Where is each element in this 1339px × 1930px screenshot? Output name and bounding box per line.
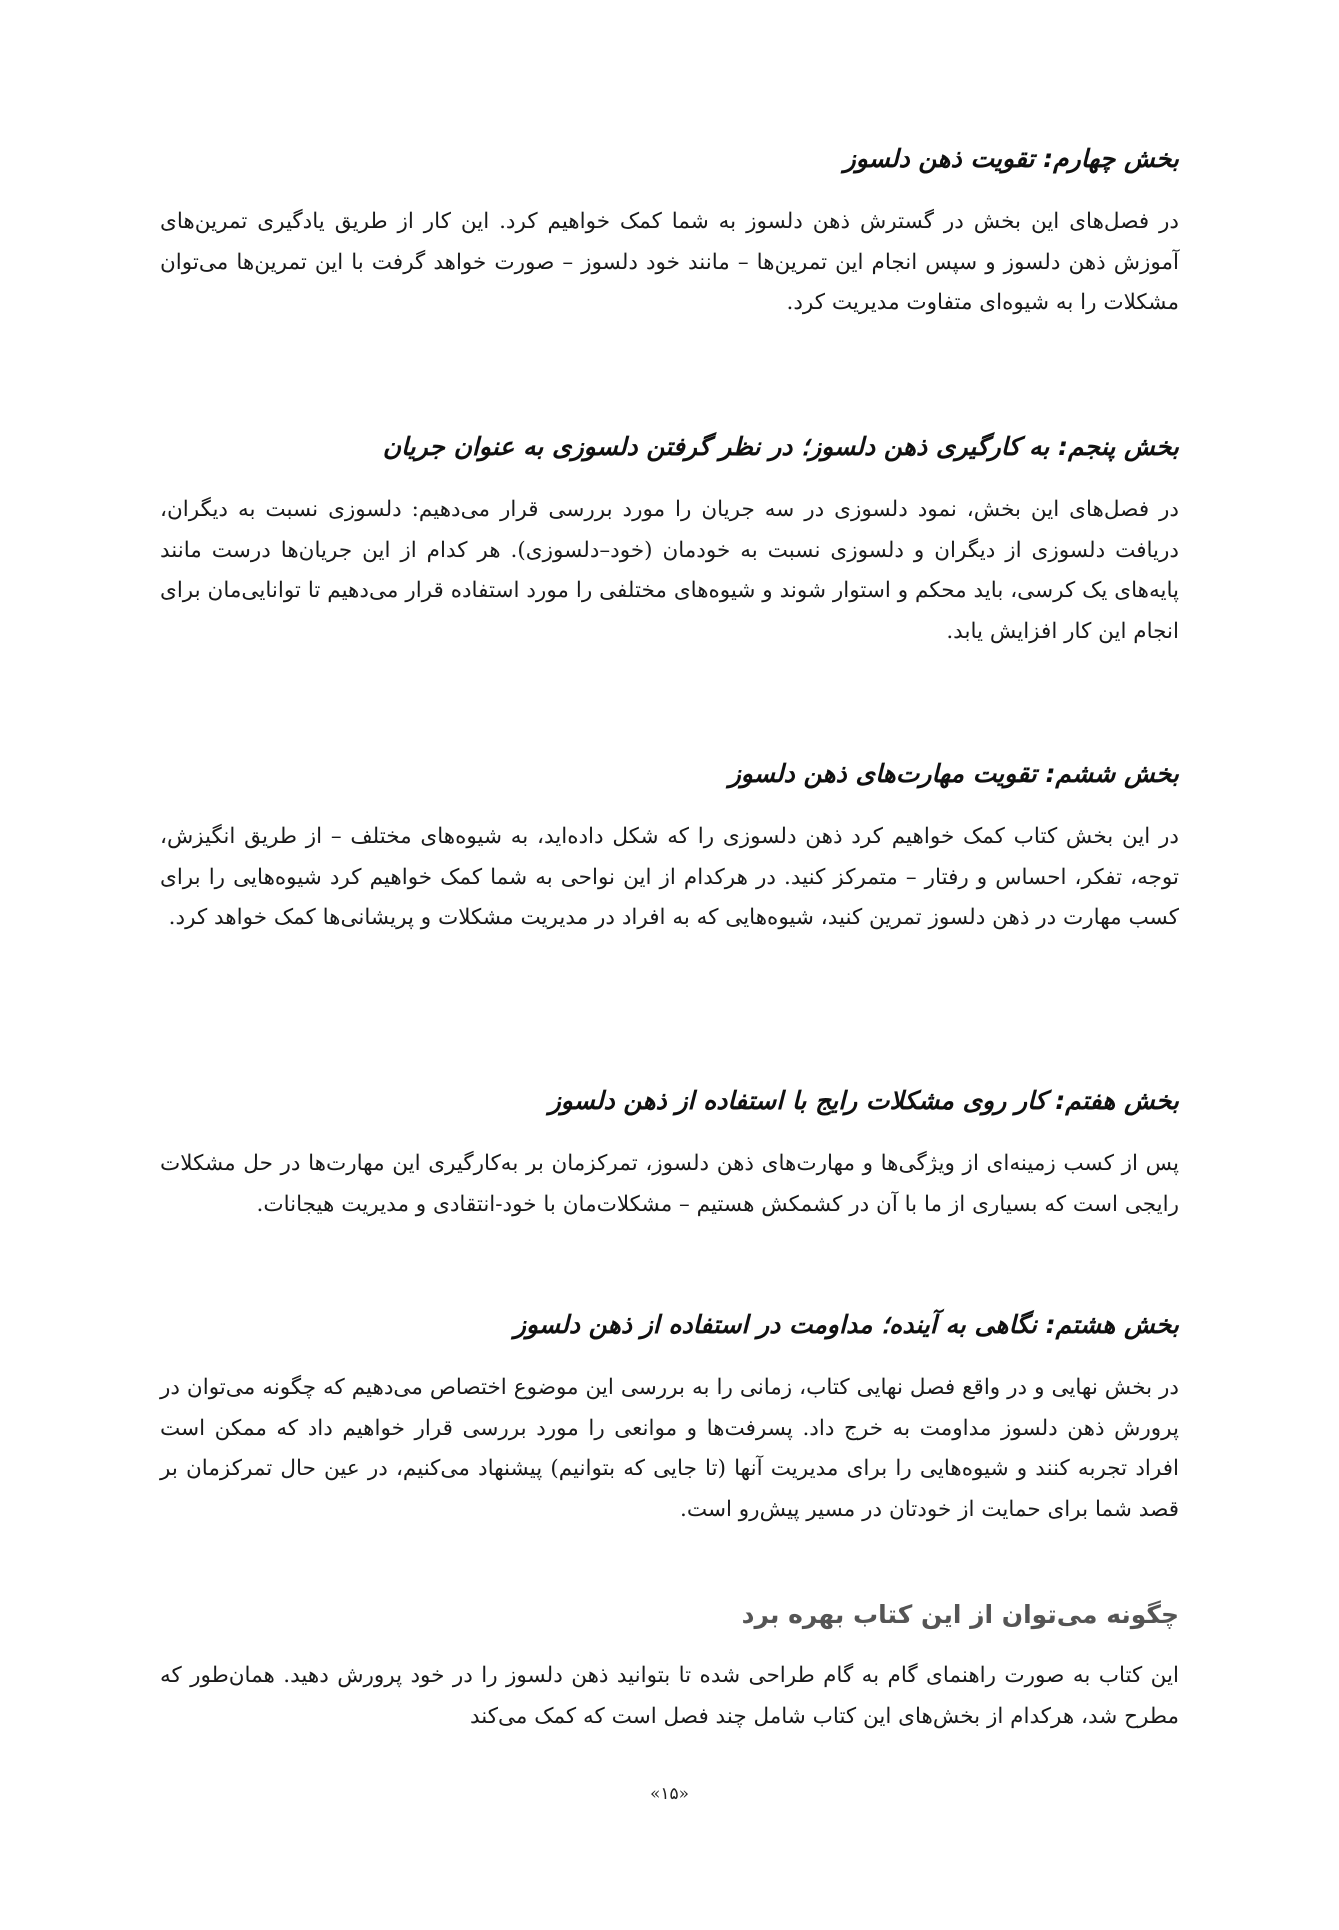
section-paragraph: در فصل‌های این بخش در گسترش ذهن دلسوز به شما کمک خواهیم کرد. این کار از طریق یادگیری تمرین‌های آموزش ذهن دلسوز و سپس انجام این تمرین‌ها – مانند خود دلسوز – صورت خواهد گرفت با این تمرین‌ها می‌توان مشکلات را به شیوه‌ای متفاوت مدیریت کرد. bbox=[160, 209, 1179, 315]
usage-paragraph: این کتاب به صورت راهنمای گام به گام طراحی شده تا بتوانید ذهن دلسوز را در خود پرورش دهید. همان‌طور که مطرح شد، هرکدام از بخش‌های این کتاب شامل چند فصل است که کمک می‌کند bbox=[160, 1663, 1179, 1729]
usage-heading: چگونه می‌توان از این کتاب بهره برد bbox=[741, 1600, 1179, 1629]
section-part-four bbox=[160, 140, 1179, 324]
section-part-five bbox=[160, 428, 1179, 652]
section-heading: بخش هفتم: کار روی مشکلات رایج با استفاده از ذهن دلسوز bbox=[548, 1086, 1179, 1115]
section-part-eight bbox=[160, 1306, 1179, 1530]
section-part-seven bbox=[160, 1082, 1179, 1225]
section-heading: بخش هشتم: نگاهی به آینده؛ مداومت در استفاده از ذهن دلسوز bbox=[513, 1310, 1179, 1339]
section-paragraph: در بخش نهایی و در واقع فصل نهایی کتاب، زمانی را به بررسی این موضوع اختصاص می‌دهیم که چگونه می‌توان در پرورش ذهن دلسوز مداومت به خرج داد. پسرفت‌ها و موانعی را مورد بررسی قرار خواهیم داد که ممکن است افراد تجربه کنند و شیوه‌هایی را برای مدیریت آنها (تا جایی که بتوانیم) پیشنهاد می‌کنیم، در عین حال تمرکزمان بر قصد شما برای حمایت از خودتان در مسیر پیش‌رو است. bbox=[160, 1375, 1179, 1522]
section-heading: بخش ششم: تقویت مهارت‌های ذهن دلسوز bbox=[728, 759, 1179, 788]
page-number: «۱۵» bbox=[649, 1784, 690, 1804]
section-paragraph: پس از کسب زمینه‌ای از ویژگی‌ها و مهارت‌های ذهن دلسوز، تمرکزمان بر به‌کارگیری این مهارت‌ها در حل مشکلات رایجی است که بسیاری از ما با آن در کشمکش هستیم – مشکلات‌مان با خود-انتقادی و مدیریت هیجانات. bbox=[160, 1151, 1179, 1217]
section-heading: بخش پنجم: به کارگیری ذهن دلسوز؛ در نظر گرفتن دلسوزی به عنوان جریان bbox=[382, 432, 1179, 461]
section-paragraph: در فصل‌های این بخش، نمود دلسوزی در سه جریان را مورد بررسی قرار می‌دهیم: دلسوزی نسبت به دیگران، دریافت دلسوزی از دیگران و دلسوزی نسبت به خودمان (خود–دلسوزی). هر کدام از این جریان‌ها درست مانند پایه‌های یک کرسی، باید محکم و استوار شوند و شیوه‌های مختلفی را مورد استفاده قرار می‌دهیم تا توانایی‌مان برای انجام این کار افزایش یابد. bbox=[160, 497, 1179, 644]
book-page bbox=[160, 0, 1179, 1930]
section-heading: بخش چهارم: تقویت ذهن دلسوز bbox=[843, 144, 1179, 173]
section-paragraph: در این بخش کتاب کمک خواهیم کرد ذهن دلسوزی را که شکل داده‌اید، به شیوه‌های مختلف – از طریق انگیزش، توجه، تفکر، احساس و رفتار – متمرکز کنید. در هرکدام از این نواحی به شما کمک خواهیم کرد شیوه‌هایی را برای کسب مهارت در ذهن دلسوز تمرین کنید، شیوه‌هایی که به افراد در مدیریت مشکلات و پریشانی‌ها کمک خواهد کرد. bbox=[160, 824, 1179, 930]
section-how-to-use bbox=[160, 1596, 1179, 1737]
section-part-six bbox=[160, 755, 1179, 939]
